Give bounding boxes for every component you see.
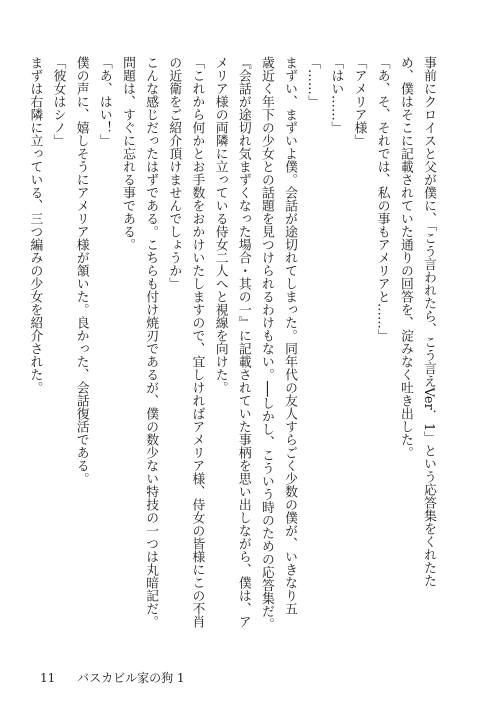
text-line: 「はい……」 xyxy=(328,56,344,134)
text-line: の近衛をご紹介頂けませんでしょうか」 xyxy=(166,56,182,290)
book-title: バスカビル家の狗 1 xyxy=(77,671,185,685)
text-line: 問題は、すぐに忘れる事である。 xyxy=(119,56,135,251)
text-line: 「彼女はシノ」 xyxy=(50,56,66,147)
text-line: 事前にクロイスと父が僕に、「こう言われたら、こう言えVer．1」という応答集をくれたた xyxy=(421,56,436,588)
text-line: まずは右隣に立っている、三つ編みの少女を紹介された。 xyxy=(27,56,43,394)
text-line: 「あ、はい！」 xyxy=(96,56,112,147)
page-footer xyxy=(40,669,185,686)
text-line: 「……」 xyxy=(305,56,321,108)
page-number: 11 xyxy=(40,671,56,685)
text-line: まずい、まずいよ僕。会話が途切れてしまった。同年代の友人すらごく少数の僕が、いきなり五 xyxy=(282,56,298,615)
text-line: 『会話が途切れ気まずくなった場合・其の一』に記載されていた事柄を思い出しながら、僕は、ア xyxy=(235,56,251,628)
text-line: こんな感じだったはずである。こちらも付け焼刃であるが、僕の数少ない特技の一つは丸暗記だ。 xyxy=(143,56,159,628)
vertical-text-body xyxy=(23,56,440,631)
text-line: 「これから何かとお手数をおかけいたしますので、宜しければアメリア様、侍女の皆様にこの不肖 xyxy=(189,56,205,628)
text-line: 「アメリア様」 xyxy=(351,56,367,147)
text-line: メリア様の両隣に立っている侍女二人へと視線を向けた。 xyxy=(212,56,228,394)
text-line: 歳近く年下の少女との話題を見つけられるわけもない。──しかし、こういう時のための応答集だ。 xyxy=(258,56,274,631)
text-line: 僕の声に、嬉しそうにアメリア様が頷いた。良かった、会話復活である。 xyxy=(73,56,89,485)
text-line: 「あ、そ、それでは、私の事もアメリアと……」 xyxy=(374,56,390,342)
text-line: め、僕はそこに記載されていた通りの回答を、淀みなく吐き出した。 xyxy=(397,56,413,459)
